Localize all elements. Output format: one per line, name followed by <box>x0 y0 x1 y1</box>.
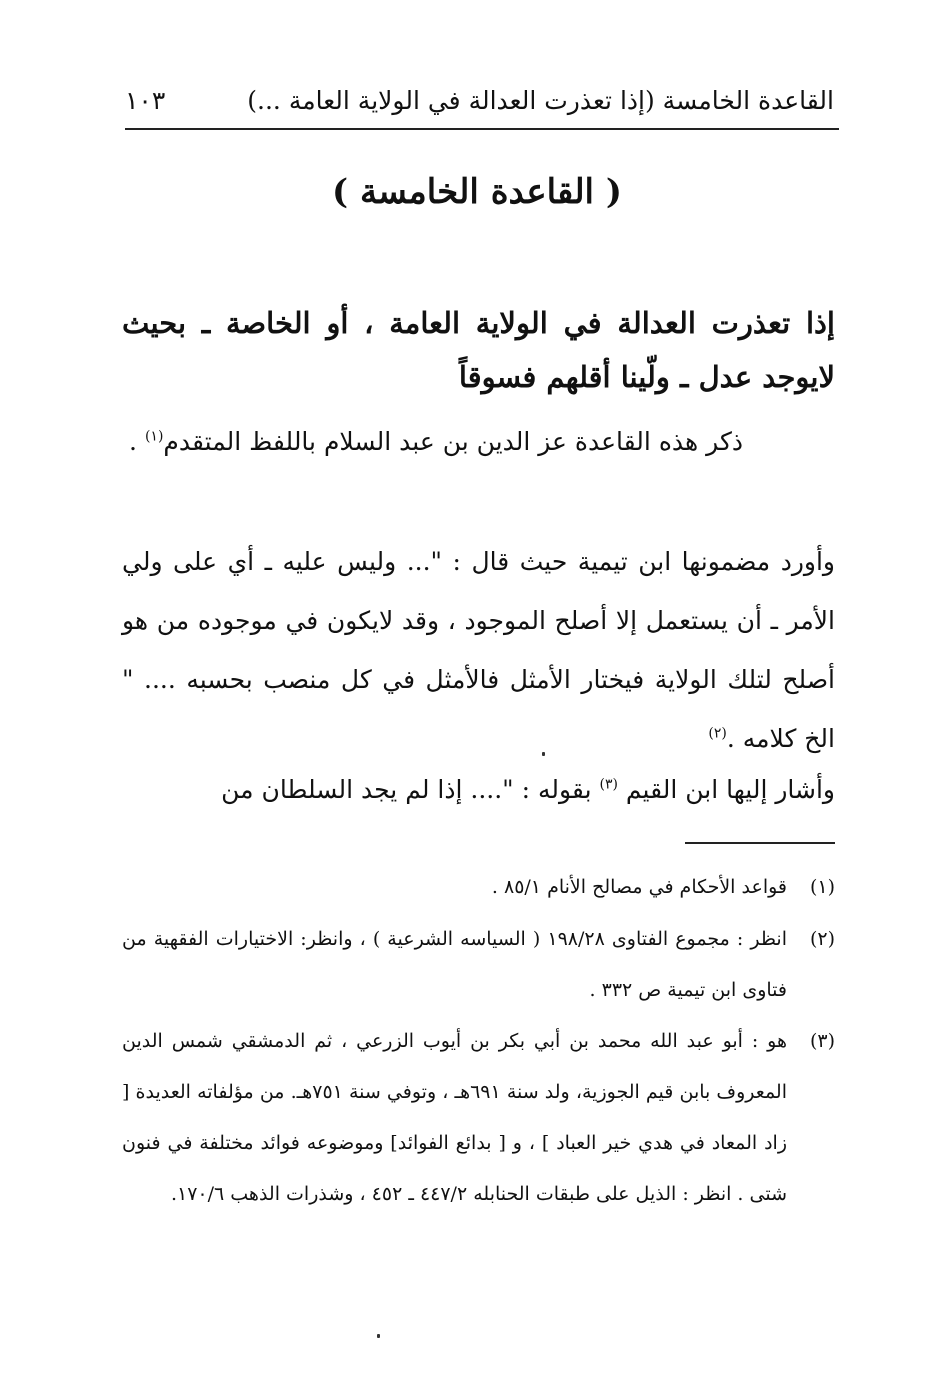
paragraph-2 <box>122 532 835 768</box>
footnote-3-text: هو : أبو عبد الله محمد بن أبي بكر بن أيوب الزرعي ، ثم الدمشقي شمس الدين المعروف بابن قيم الجوزية، ولد سنة ٦٩١هـ ، وتوفي سنة ٧٥١هـ. من مؤلفاته العديدة [ زاد المعاد في هدي خير العباد ] ، و [ بدائع الفوائد] وموضوعه فوائد مختلفة في فنون شتى . انظر : الذيل على طبقات الحنابله ٤٤٧/٢ ـ ٤٥٢ ، وشذرات الذهب ١٧٠/٦. <box>122 1030 787 1205</box>
footnote-3 <box>122 1016 835 1220</box>
footnote-2-number: (٢) <box>809 928 835 950</box>
footnote-ref-1: (١) <box>144 428 164 445</box>
paragraph-1 <box>122 412 835 471</box>
footnote-2 <box>122 914 835 1016</box>
footnote-1 <box>122 862 835 913</box>
running-header-title: القاعدة الخامسة (إذا تعذرت العدالة في الولاية العامة ...) <box>247 85 834 115</box>
header-divider <box>125 128 839 130</box>
footnote-1-number: (١) <box>809 876 835 898</box>
footnote-3-number: (٣) <box>809 1030 835 1052</box>
footnote-ref-3: (٣) <box>599 776 618 793</box>
paragraph-3 <box>122 760 835 819</box>
paragraph-3-text-b: بقوله : ".... إذا لم يجد السلطان من <box>221 775 592 804</box>
running-header <box>125 78 834 122</box>
scan-speck <box>377 1334 380 1338</box>
paragraph-2-text: وأورد مضمونها ابن تيمية حيث قال : "... وليس عليه ـ أي على ولي الأمر ـ أن يستعمل إلا أصلح الموجود ، وقد لايكون في موجوده من هو أصلح لتلك الولاية فيختار الأمثل فالأمثل في كل منصب بحسبه .... " الخ كلامه . <box>122 547 835 753</box>
footnote-divider <box>685 842 835 844</box>
paragraph-3-text-a: وأشار إليها ابن القيم <box>625 775 835 804</box>
page-number: ١٠٣ <box>125 85 166 115</box>
rule-statement: إذا تعذرت العدالة في الولاية العامة ، أو الخاصة ـ بحيث لايوجد عدل ـ ولّينا أقلهم فسوقاً <box>122 306 835 394</box>
footnote-ref-2: (٢) <box>708 725 727 742</box>
footnote-1-text: قواعد الأحكام في مصالح الأنام ٨٥/١ . <box>491 876 787 898</box>
rule-title: ( القاعدة الخامسة ) <box>332 172 622 212</box>
paragraph-1-end: . <box>129 427 137 456</box>
paragraph-1-text: ذكر هذه القاعدة عز الدين بن عبد السلام باللفظ المتقدم <box>163 427 743 456</box>
scan-speck <box>542 752 545 756</box>
footnote-2-text: انظر : مجموع الفتاوى ١٩٨/٢٨ ( السياسه الشرعية ) ، وانظر: الاختيارات الفقهية من فتاوى ابن تيمية ص ٣٣٢ . <box>122 928 787 1001</box>
